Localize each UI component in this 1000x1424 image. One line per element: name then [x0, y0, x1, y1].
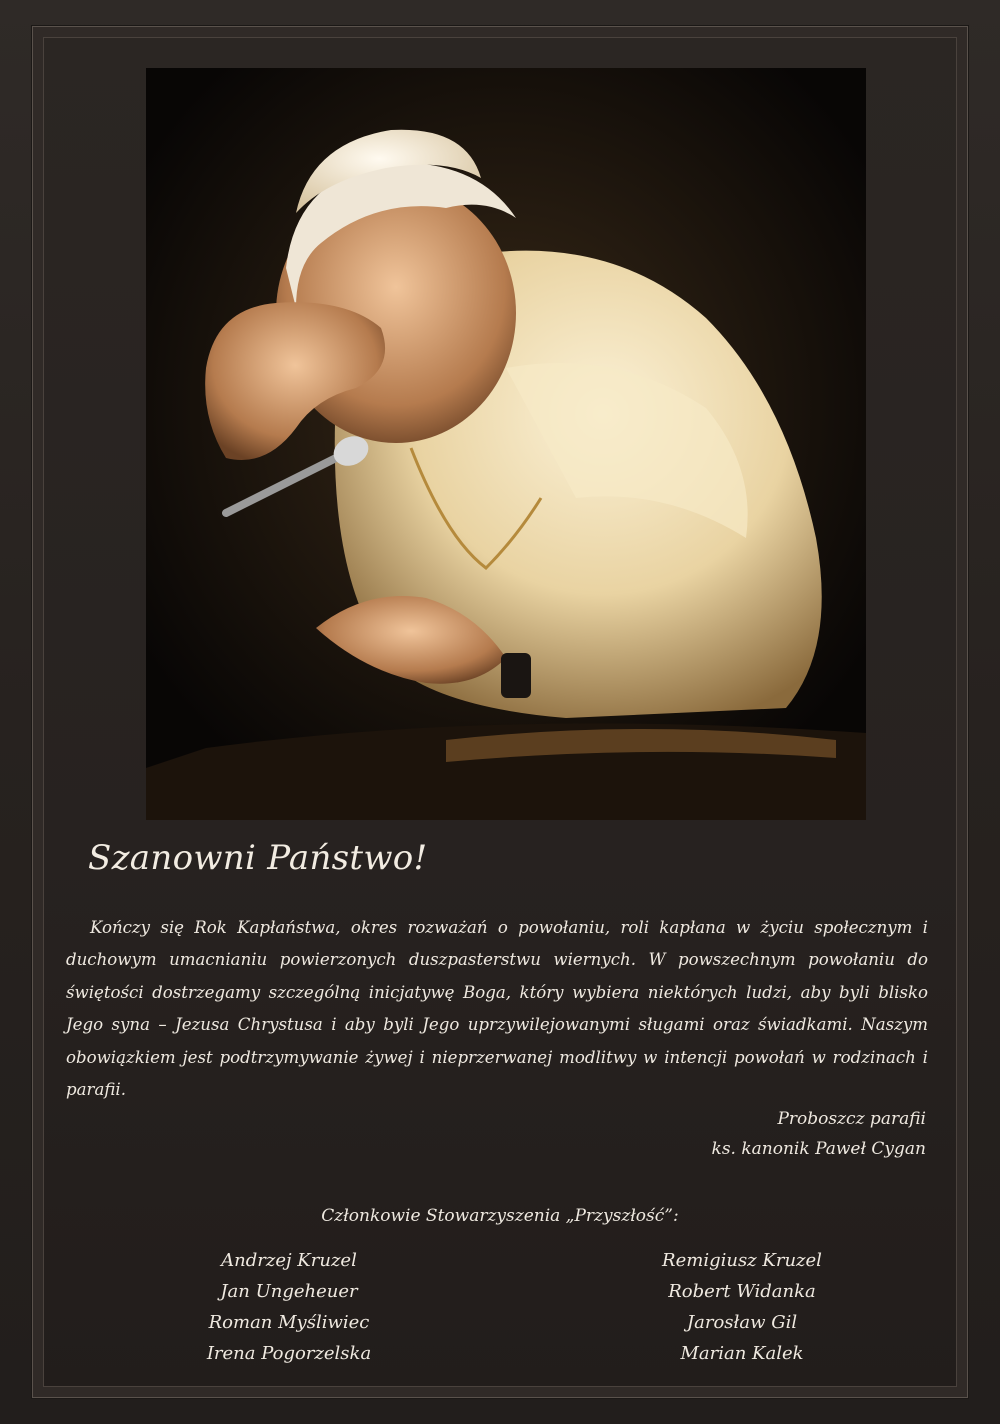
signature [712, 1104, 926, 1164]
signature-title: Proboszcz parafii [777, 1109, 926, 1129]
member-name: Andrzej Kruzel [221, 1250, 357, 1271]
member-name: Jan Ungeheuer [220, 1281, 358, 1302]
members-list-right [582, 1245, 902, 1369]
member-name: Jarosław Gil [686, 1312, 798, 1333]
member-name: Remigiusz Kruzel [662, 1250, 822, 1271]
members-title: Członkowie Stowarzyszenia „Przyszłość”: [321, 1206, 679, 1226]
member-name: Marian Kalek [680, 1343, 804, 1364]
members-list-left [129, 1245, 449, 1369]
member-name: Irena Pogorzelska [206, 1343, 372, 1364]
portrait-photo [146, 68, 866, 820]
member-name: Roman Myśliwiec [208, 1312, 370, 1333]
member-name: Robert Widanka [668, 1281, 816, 1302]
praying-figure-icon [146, 68, 866, 820]
letter-heading: Szanowni Państwo! [88, 838, 428, 878]
letter-body: Kończy się Rok Kapłaństwa, okres rozważań o powołaniu, roli kapłana w życiu społecznym i duchowym umacnianiu powierzonych duszpasterstwu wiernych. W powszechnym powołaniu do świętości dostrzegamy szczególną inicjatywę Boga, który wybiera niektórych ludzi, aby byli blisko Jego syna – Jezusa Chrystusa i aby byli Jego uprzywilejowanymi sługami oraz świadkami. Naszym obowiązkiem jest podtrzymywanie żywej i nieprzerwanej modlitwy w intencji powołań w rodzinach i parafii. [66, 918, 928, 1100]
signature-name: ks. kanonik Paweł Cygan [711, 1139, 926, 1159]
